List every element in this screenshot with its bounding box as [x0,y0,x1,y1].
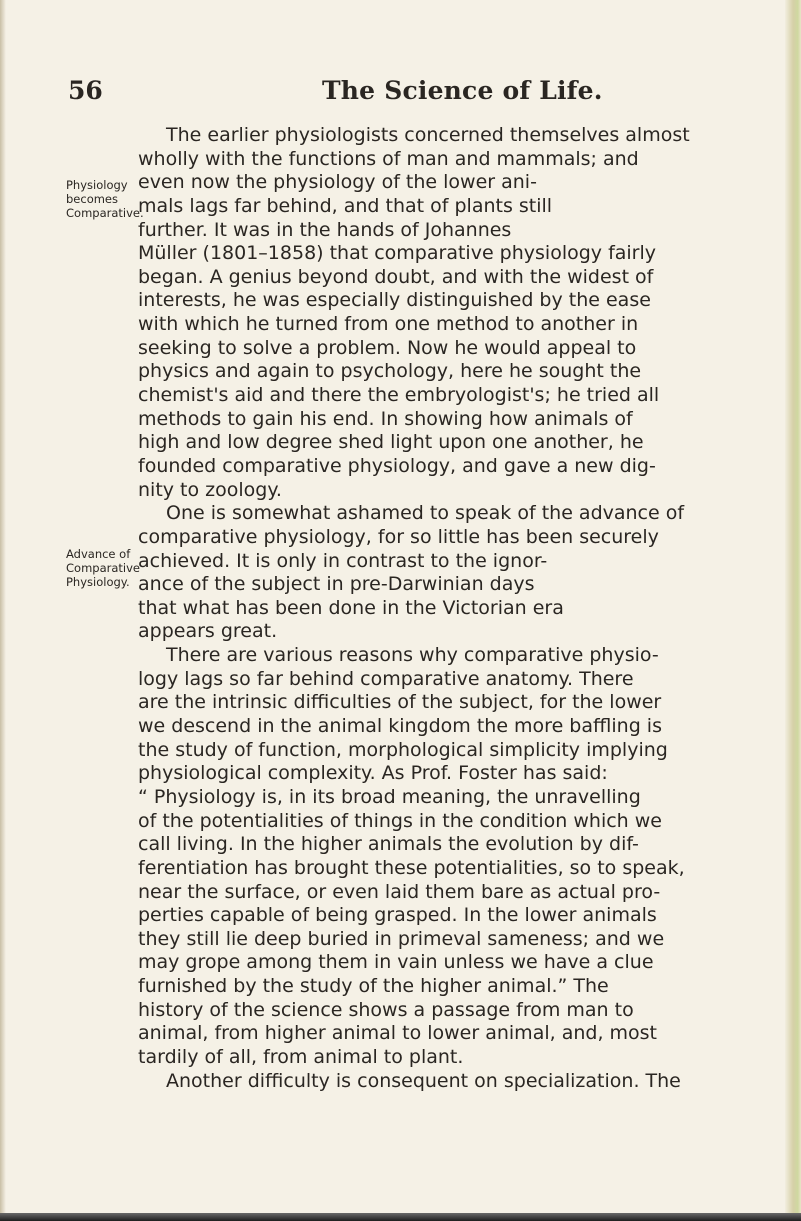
text-line: with which he turned from one method to another in [138,313,639,336]
text-line: wholly with the functions of man and mammals; and [138,147,639,170]
text-line: One is somewhat ashamed to speak of the advance of [166,502,685,525]
text-line: of the potentialities of things in the condition which we [138,809,662,832]
text-line: even now the physiology of the lower ani- [138,171,537,194]
margin-note-line: Physiology. [66,575,130,589]
text-line: comparative physiology, for so little has been securely [138,525,659,548]
text-line: physics and again to psychology, here he sought the [138,360,642,383]
text-line: ance of the subject in pre-Darwinian days [138,573,535,596]
text-line: Müller (1801–1858) that comparative physiology fairly [138,242,657,265]
text-line: we descend in the animal kingdom the more baffling is [138,715,662,738]
text-line: Another difficulty is consequent on specialization. The [166,1069,681,1092]
text-line: “ Physiology is, in its broad meaning, the unravelling [138,785,641,808]
margin-note-line: Physiology [66,178,128,192]
margin-note-line: becomes [66,192,119,206]
text-line: near the surface, or even laid them bare as actual pro- [138,880,661,903]
text-line: call living. In the higher animals the evolution by dif- [138,833,639,856]
text-line: perties capable of being grasped. In the lower animals [138,904,657,927]
text-line: furnished by the study of the higher animal.” The [138,975,609,998]
page-edge-right [785,0,801,1221]
text-line: There are various reasons why comparative physio- [166,644,659,667]
text-line: chemist's aid and there the embryologist's; he tried all [138,384,660,407]
text-line: high and low degree shed light upon one another, he [138,431,644,454]
margin-note-line: Advance of [66,547,131,561]
text-line: the study of function, morphological simplicity implying [138,738,668,761]
running-title: The Science of Life. [322,76,603,105]
text-line: tardily of all, from animal to plant. [138,1045,464,1068]
text-line: seeking to solve a problem. Now he would appeal to [138,336,637,359]
body-text [138,124,742,1093]
text-line: appears great. [138,620,278,643]
page-number: 56 [68,76,103,105]
text-line: history of the science shows a passage from man to [138,998,634,1021]
text-line: logy lags so far behind comparative anatomy. There [138,667,634,690]
margin-note-advance-of-physiology [66,547,138,589]
text-line: achieved. It is only in contrast to the ignor- [138,549,548,572]
text-line: that what has been done in the Victorian era [138,596,564,619]
text-line: nity to zoology. [138,478,282,501]
margin-note-physiology-comparative [66,178,144,220]
text-line: founded comparative physiology, and gave a new dig- [138,454,656,477]
text-line: they still lie deep buried in primeval sameness; and we [138,927,665,950]
page-edge-left [0,0,6,1221]
text-line: began. A genius beyond doubt, and with the widest of [138,265,654,288]
text-line: interests, he was especially distinguished by the ease [138,289,651,312]
text-line: methods to gain his end. In showing how animals of [138,407,633,430]
text-line: physiological complexity. As Prof. Foster has said: [138,762,608,785]
bottom-shadow [0,1213,801,1221]
margin-note-line: Comparative. [66,206,144,220]
text-line: animal, from higher animal to lower animal, and, most [138,1022,658,1045]
text-line: may grope among them in vain unless we have a clue [138,951,654,974]
text-line: ferentiation has brought these potentialities, so to speak, [138,856,685,879]
text-line: mals lags far behind, and that of plants still [138,194,553,217]
text-line: further. It was in the hands of Johannes [138,218,512,241]
text-line: are the intrinsic difficulties of the subject, for the lower [138,691,662,714]
text-line: The earlier physiologists concerned themselves almost [166,124,690,146]
page-header [0,76,801,116]
margin-note-line: Comparative [66,561,140,575]
